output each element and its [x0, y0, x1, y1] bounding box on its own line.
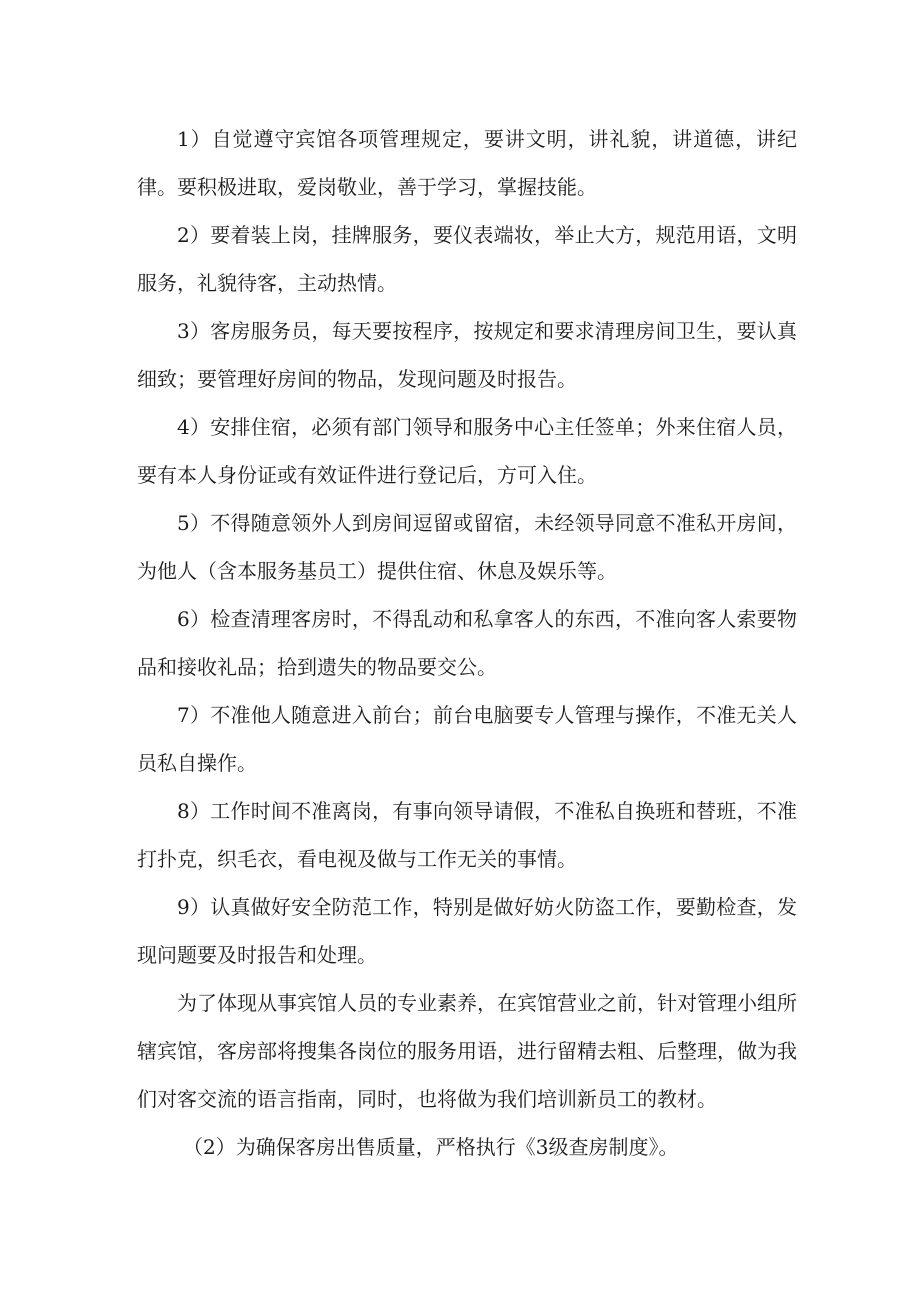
paragraph-rule-9: 9）认真做好安全防范工作，特别是做好妨火防盗工作，要勤检查，发现问题要及时报告和处理。 — [137, 895, 797, 967]
paragraph-rule-5: 5）不得随意领外人到房间逗留或留宿，未经领导同意不准私开房间，为他人（含本服务基员工）提供住宿、休息及娱乐等。 — [137, 511, 797, 583]
paragraph-rule-3: 3）客房服务员，每天要按程序，按规定和要求清理房间卫生，要认真细致；要管理好房间的物品，发现问题及时报告。 — [137, 319, 797, 391]
paragraph-room-inspection: （2）为确保客房出售质量，严格执行《3级查房制度》。 — [183, 1135, 679, 1159]
paragraph-rule-1: 1）自觉遵守宾馆各项管理规定，要讲文明，讲礼貌，讲道德，讲纪律。要积极进取，爱岗敬业，善于学习，掌握技能。 — [137, 127, 797, 199]
paragraph-rule-6: 6）检查清理客房时，不得乱动和私拿客人的东西，不准向客人索要物品和接收礼品；拾到遗失的物品要交公。 — [137, 607, 797, 679]
document-body — [137, 115, 797, 1171]
paragraph-rule-2: 2）要着装上岗，挂牌服务，要仪表端妆，举止大方，规范用语，文明服务，礼貌待客，主动热情。 — [137, 223, 797, 295]
paragraph-rule-4: 4）安排住宿，必须有部门领导和服务中心主任签单；外来住宿人员，要有本人身份证或有效证件进行登记后，方可入住。 — [137, 415, 797, 487]
paragraph-rule-8: 8）工作时间不准离岗，有事向领导请假，不准私自换班和替班，不准打扑克，织毛衣，看电视及做与工作无关的事情。 — [137, 799, 797, 871]
paragraph-rule-7: 7）不准他人随意进入前台；前台电脑要专人管理与操作，不准无关人员私自操作。 — [137, 703, 797, 775]
paragraph-service-language: 为了体现从事宾馆人员的专业素养，在宾馆营业之前，针对管理小组所辖宾馆，客房部将搜集各岗位的服务用语，进行留精去粗、后整理，做为我们对客交流的语言指南，同时，也将做为我们培训新员工的教材。 — [137, 991, 797, 1111]
